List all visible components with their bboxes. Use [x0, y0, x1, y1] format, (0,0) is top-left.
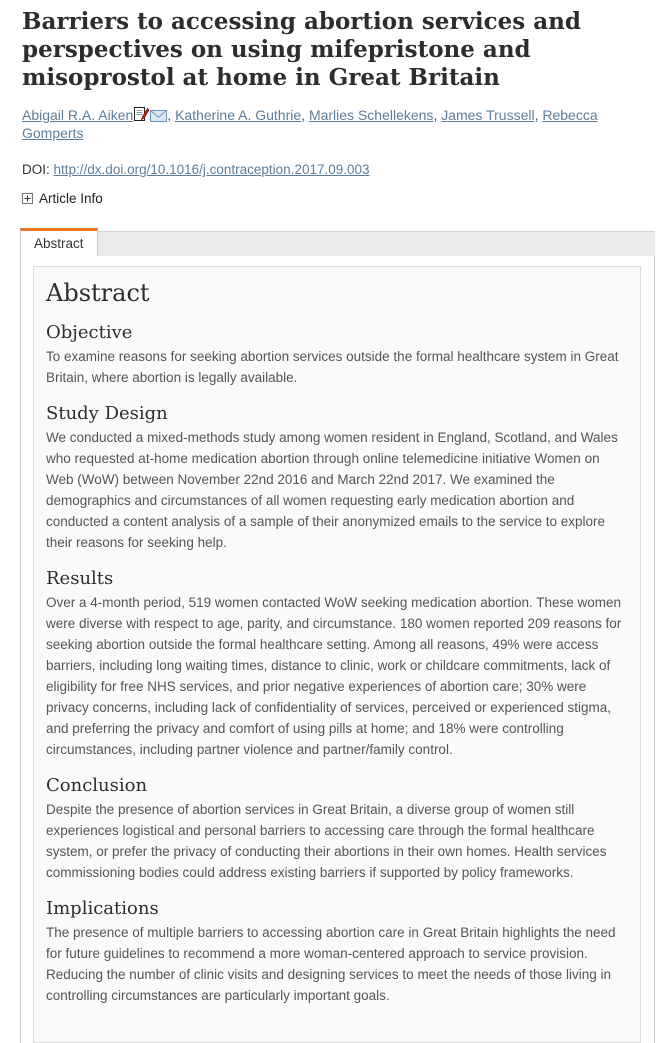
article-header	[0, 0, 668, 207]
section-heading-results: Results	[46, 568, 114, 589]
doi-link[interactable]: http://dx.doi.org/10.1016/j.contraception.2017.09.003	[53, 162, 370, 177]
author-link[interactable]: James Trussell	[441, 107, 535, 123]
author-link[interactable]: Katherine A. Guthrie	[175, 107, 302, 123]
article-info-toggle[interactable]	[22, 191, 644, 207]
doi-label: DOI:	[22, 162, 50, 177]
tab-container	[20, 228, 655, 1043]
correspondence-compose-icon[interactable]	[134, 106, 149, 125]
doi-line	[22, 162, 644, 177]
section-heading-objective: Objective	[46, 322, 133, 343]
author-separator: ,	[433, 107, 442, 123]
author-separator: ,	[167, 107, 176, 123]
section-text-conclusion: Despite the presence of abortion services in Great Britain, a diverse group of women still experiences logistical and personal barriers to accessing care through the formal healthcare system, or prefer the privacy of conducting their abortions in their own homes. Health services commissioning bodies could address existing barriers if supported by policy frameworks.	[46, 802, 607, 880]
email-envelope-icon[interactable]	[150, 109, 167, 125]
tab-abstract[interactable]: Abstract	[20, 228, 98, 256]
tab-bar	[20, 228, 655, 256]
section-heading-conclusion: Conclusion	[46, 775, 148, 796]
section-heading-implications: Implications	[46, 898, 159, 919]
section-text-objective: To examine reasons for seeking abortion services outside the formal healthcare system in Great Britain, where abortion is legally available.	[46, 349, 619, 385]
author-link[interactable]: Rebecca Gomperts	[22, 107, 598, 141]
section-text-implications: The presence of multiple barriers to accessing abortion care in Great Britain highlights the need for future guidelines to recommend a more woman-centered approach to service provision. Reducing the number of clinic visits and designing services to meet the needs of those living in controlling circumstances are particularly important goals.	[46, 925, 616, 1003]
author-link-corresponding[interactable]: Abigail R.A. Aiken	[22, 107, 134, 123]
section-heading-study-design: Study Design	[46, 403, 168, 424]
author-list	[22, 106, 644, 141]
tab-strip-background	[98, 231, 655, 256]
article-info-label: Article Info	[39, 191, 103, 206]
article-title: Barriers to accessing abortion services and perspectives on using mifepristone and misoprostol at home in Great Britain	[22, 8, 581, 91]
author-separator: ,	[301, 107, 309, 123]
author-separator: ,	[534, 107, 543, 123]
section-text-results: Over a 4-month period, 519 women contacted WoW seeking medication abortion. These women were diverse with respect to age, parity, and circumstance. 180 women reported 209 reasons for seeking abortion outside the formal healthcare setting. Among all reasons, 49% were access barriers, including long waiting times, distance to clinic, work or childcare commitments, lack of eligibility for free NHS services, and prior negative experiences of abortion care; 30% were privacy concerns, including lack of confidentiality of services, perceived or experienced stigma, and preferring the privacy and comfort of using pills at home; and 18% were controlling circumstances, including partner violence and partner/family control.	[46, 595, 622, 757]
abstract-heading: Abstract	[46, 279, 150, 307]
abstract-panel	[20, 256, 655, 1043]
author-link[interactable]: Marlies Schellekens	[308, 107, 434, 123]
section-text-study-design: We conducted a mixed-methods study among women resident in England, Scotland, and Wales who requested at-home medication abortion through online telemedicine initiative Women on Web (WoW) between November 22nd 2016 and March 22nd 2017. We examined the demographics and circumstances of all women requesting early medication abortion and conducted a content analysis of a sample of their anonymized emails to the service to explore their reasons for seeking help.	[46, 430, 618, 550]
abstract-box	[33, 266, 641, 1043]
expand-plus-icon[interactable]	[22, 192, 33, 207]
